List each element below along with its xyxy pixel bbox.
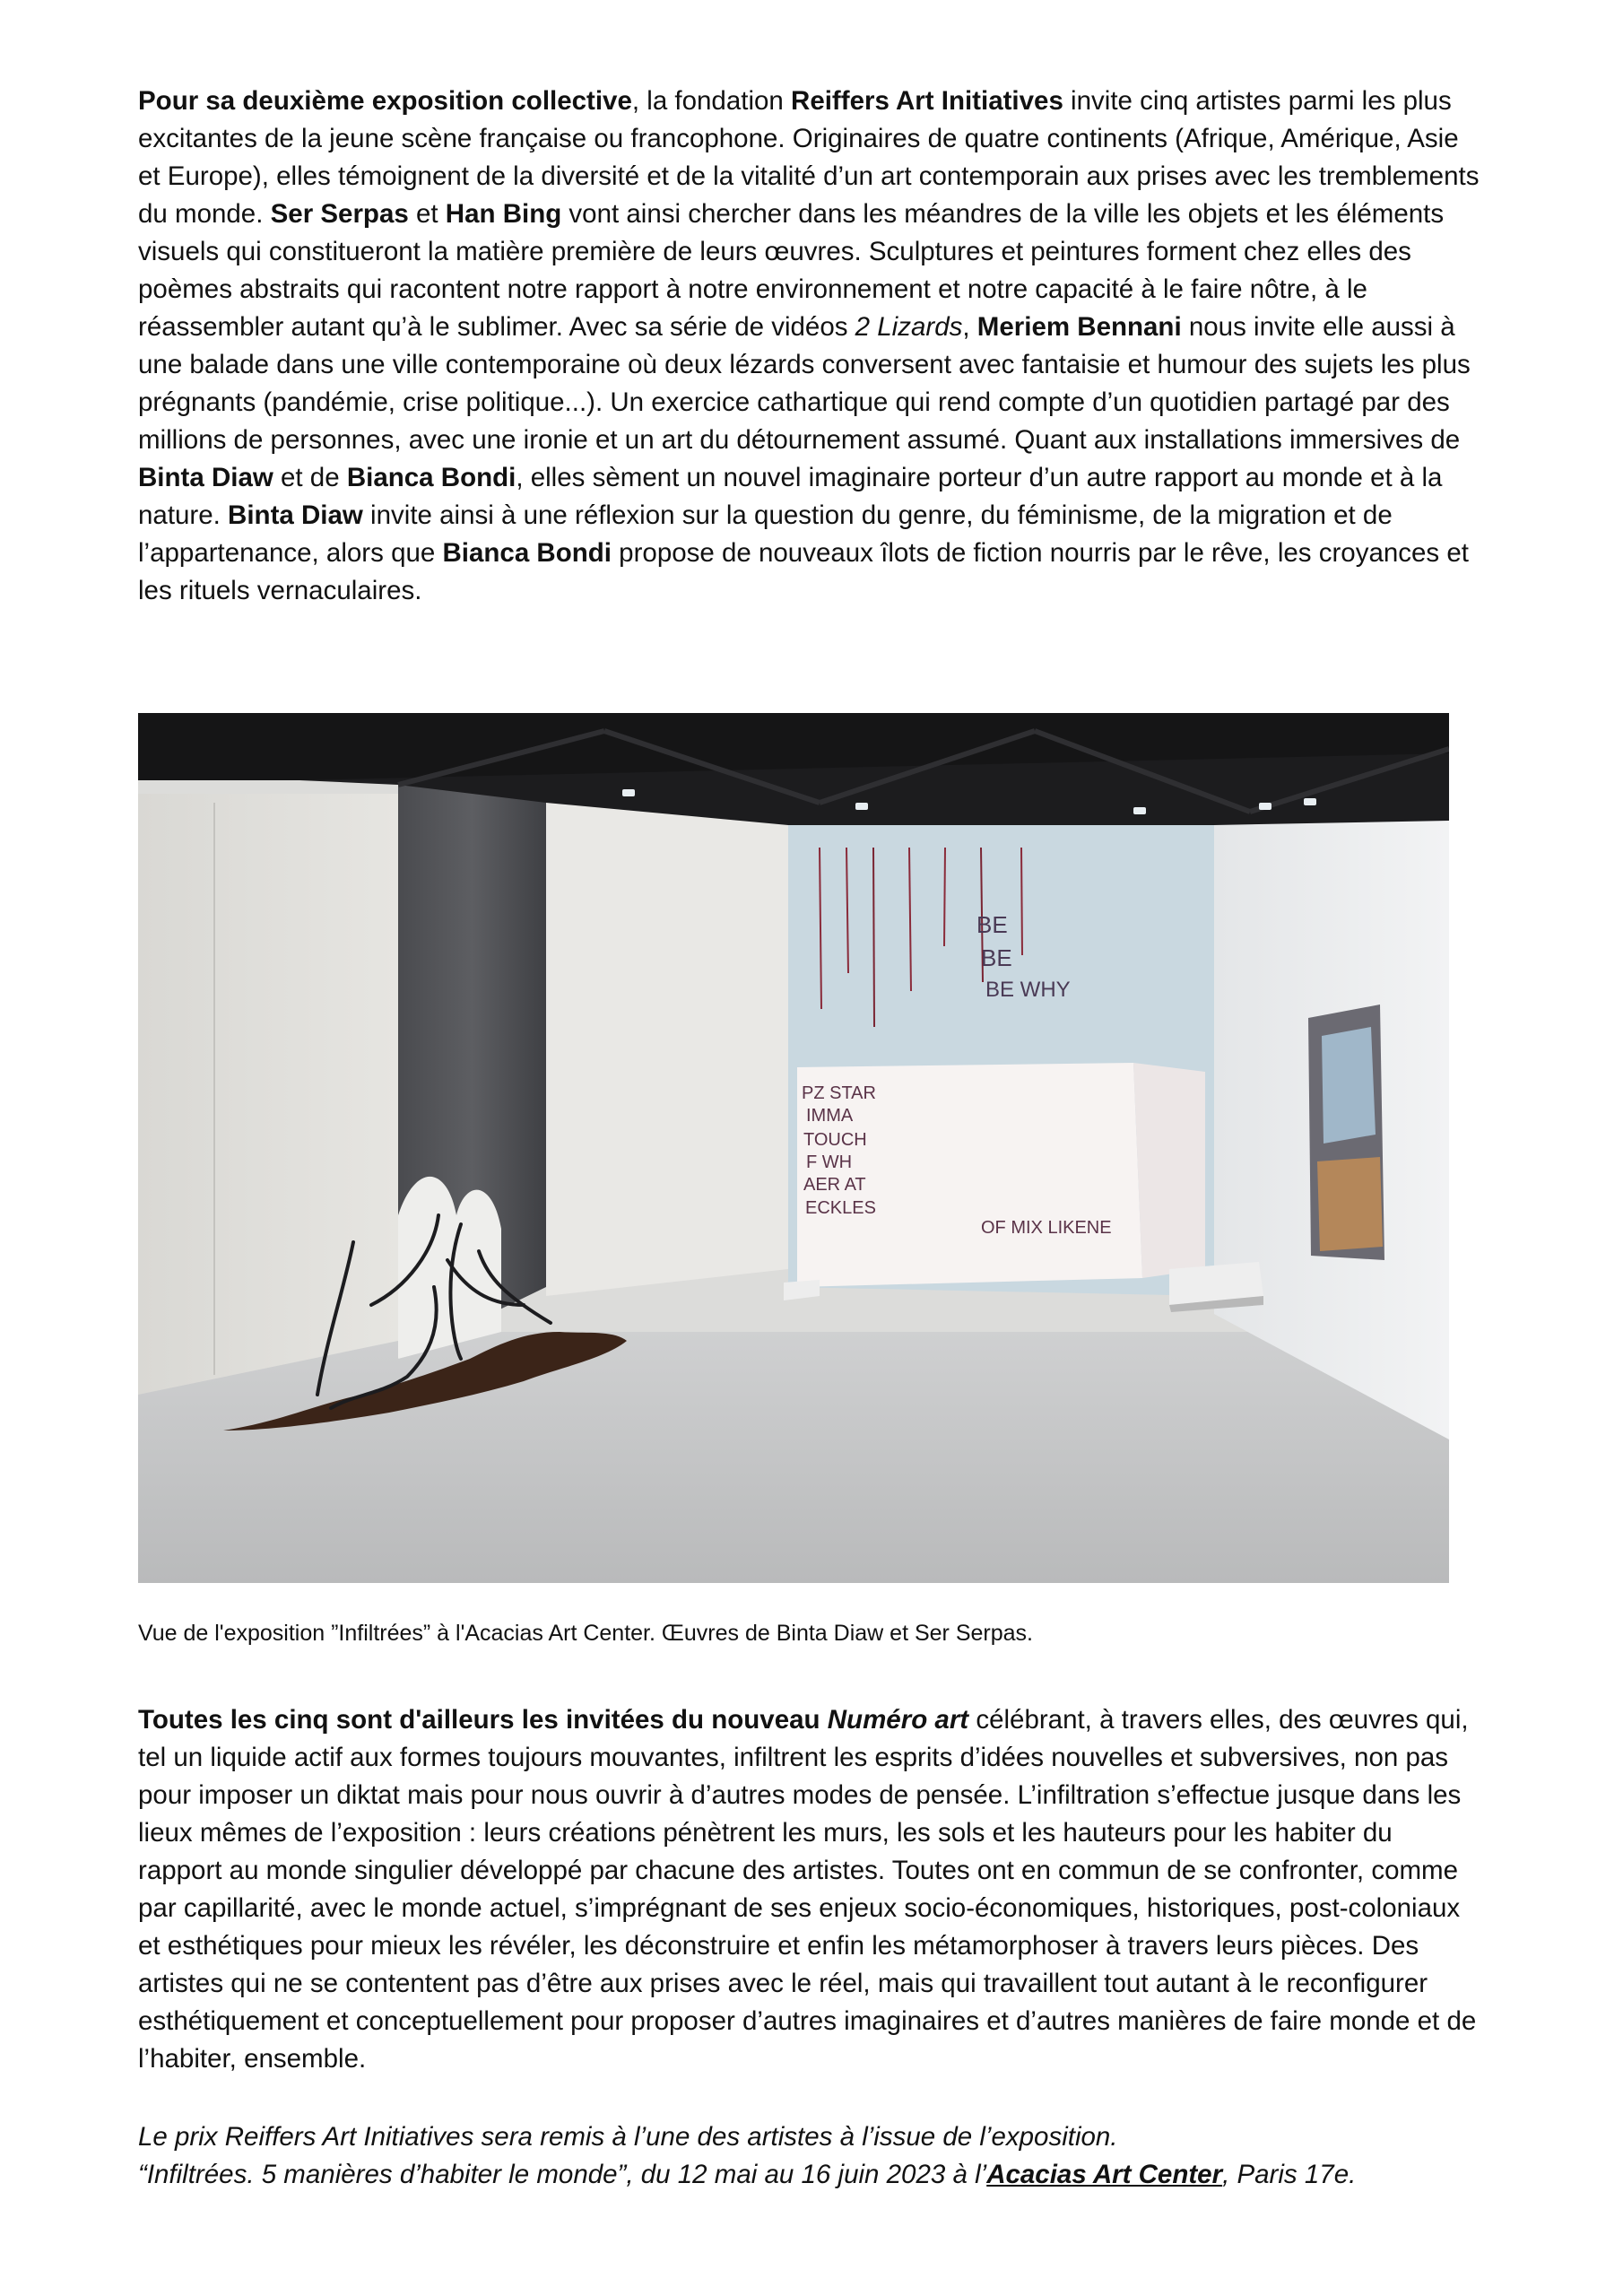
intro-text-3: et — [408, 199, 446, 229]
article-intro — [138, 83, 1483, 610]
photo-caption: Vue de l'exposition ”Infiltrées” à l'Acacias Art Center. Œuvres de Binta Diaw et Ser Serpas. — [138, 1621, 1033, 1646]
intro-bold-2: Reiffers Art Initiatives — [791, 86, 1063, 116]
alcove-text-3: TOUCH — [803, 1130, 867, 1150]
exhibition-dates — [138, 2156, 1483, 2194]
exhibition-photo-svg — [138, 713, 1449, 1583]
intro-text-2: invite cinq artistes parmi les plus excitantes de la jeune scène française ou francophone. Originaires de quatre continents (Afrique, Amérique, Asie et Europe), elles témoignent de la diversité et de la vitalité d’un art contemporain aux prises avec les tremblements du monde. — [138, 86, 1480, 229]
intro-text-7: et de — [273, 463, 347, 492]
exhibition-photo — [138, 713, 1449, 1583]
gallery-floor — [138, 1332, 1449, 1583]
exhibition-dates-text: “Infiltrées. 5 manières d’habiter le monde”, du 12 mai au 16 juin 2023 à l’ — [138, 2160, 987, 2189]
article-body — [138, 1701, 1483, 2078]
acacias-art-center-link[interactable]: Acacias Art Center — [986, 2160, 1223, 2189]
wall-text-3: BE WHY — [985, 978, 1071, 1002]
alcove-text-1: PZ STAR — [802, 1083, 876, 1103]
alcove-text-7: OF MIX LIKENE — [981, 1218, 1112, 1238]
alcove-text-5: AER AT — [803, 1175, 866, 1195]
artist-bianca-bondi: Bianca Bondi — [346, 463, 516, 492]
intro-bold-1: Pour sa deuxième exposition collective — [138, 86, 632, 116]
artist-meriem-bennani: Meriem Bennani — [976, 312, 1182, 342]
prize-note: Le prix Reiffers Art Initiatives sera remis à l’une des artistes à l’issue de l’exposition. — [138, 2122, 1118, 2152]
artist-ser-serpas: Ser Serpas — [270, 199, 409, 229]
body-paragraph — [138, 1701, 1483, 2078]
left-wall — [138, 794, 398, 1395]
painting-detail-warm — [1317, 1157, 1383, 1251]
artist-han-bing: Han Bing — [445, 199, 562, 229]
wall-text-2: BE — [981, 944, 1012, 971]
alcove-text-4: F WH — [806, 1152, 853, 1172]
intro-text-8: , elles sèment un nouvel imaginaire porteur d’un autre rapport au monde et à la nature. — [138, 463, 1443, 530]
intro-text-5: , — [962, 312, 977, 342]
magazine-title-numero-art: Numéro art — [827, 1705, 969, 1735]
body-bold-lead — [138, 1705, 968, 1735]
alcove-text-6: ECKLES — [805, 1198, 876, 1218]
body-bold-lead-text: Toutes les cinq sont d'ailleurs les invitées du nouveau — [138, 1705, 828, 1735]
intro-text-6: nous invite elle aussi à une balade dans une ville contemporaine où deux lézards conversent avec fantaisie et humour des sujets les plus prégnants (pandémie, crise politique...). Un exercice cathartique qui rend compte d’un quotidien partagé par des millions de personnes, avec une ironie et un art du détournement assumé. Quant aux installations immersives de — [138, 312, 1471, 455]
artist-bianca-bondi-2: Bianca Bondi — [442, 538, 612, 568]
alcove-text-2: IMMA — [806, 1106, 854, 1126]
painting-detail-blue — [1322, 1027, 1376, 1144]
intro-paragraph — [138, 83, 1483, 610]
article-footer — [138, 2118, 1483, 2194]
wall-text-1: BE — [976, 911, 1008, 938]
exhibition-location: , Paris 17e. — [1222, 2160, 1357, 2189]
center-wall — [546, 803, 788, 1296]
artist-binta-diaw: Binta Diaw — [138, 463, 273, 492]
intro-text-1: , la fondation — [631, 86, 792, 116]
alcove-side-wall — [1133, 1063, 1205, 1278]
intro-text-9: invite ainsi à une réflexion sur la question du genre, du féminisme, de la migration et de l’appartenance, alors que — [138, 500, 1393, 568]
intro-text-4: vont ainsi chercher dans les méandres de la ville les objets et les éléments visuels qui constitueront la matière première de leurs œuvres. Sculptures et peintures forment chez elles des poèmes abstraits qui racontent notre rapport à notre environnement et notre capacité à le faire nôtre, à le réassembler autant qu’à le sublimer. Avec sa série de vidéos — [138, 199, 1445, 342]
artist-binta-diaw-2: Binta Diaw — [228, 500, 363, 530]
intro-text-10: propose de nouveaux îlots de fiction nourris par le rêve, les croyances et les rituels vernaculaires. — [138, 538, 1469, 605]
work-title-2-lizards: 2 Lizards — [855, 312, 963, 342]
body-text: célébrant, à travers elles, des œuvres qui, tel un liquide actif aux formes toujours mouvantes, infiltrent les esprits d’idées nouvelles et subversives, non pas pour imposer un diktat mais pour nous ouvrir à d’autres modes de pensée. L’infiltration s’effectue jusque dans les lieux mêmes de l’exposition : leurs créations pénètrent les murs, les sols et les hauteurs pour les habiter du rapport au monde singulier développé par chacune des artistes. Toutes ont en commun de se confronter, comme par capillarité, avec le monde actuel, s’imprégnant de ses enjeux socio-économiques, historiques, post-coloniaux et esthétiques pour mieux les révéler, les déconstruire et enfin les métamorphoser à travers leurs pièces. Des artistes qui ne se contentent pas d’être aux prises avec le réel, mais qui travaillent tout autant à le reconfigurer esthétiquement et conceptuellement pour proposer d’autres imaginaires et d’autres manières de faire monde et de l’habiter, ensemble. — [138, 1705, 1477, 2074]
